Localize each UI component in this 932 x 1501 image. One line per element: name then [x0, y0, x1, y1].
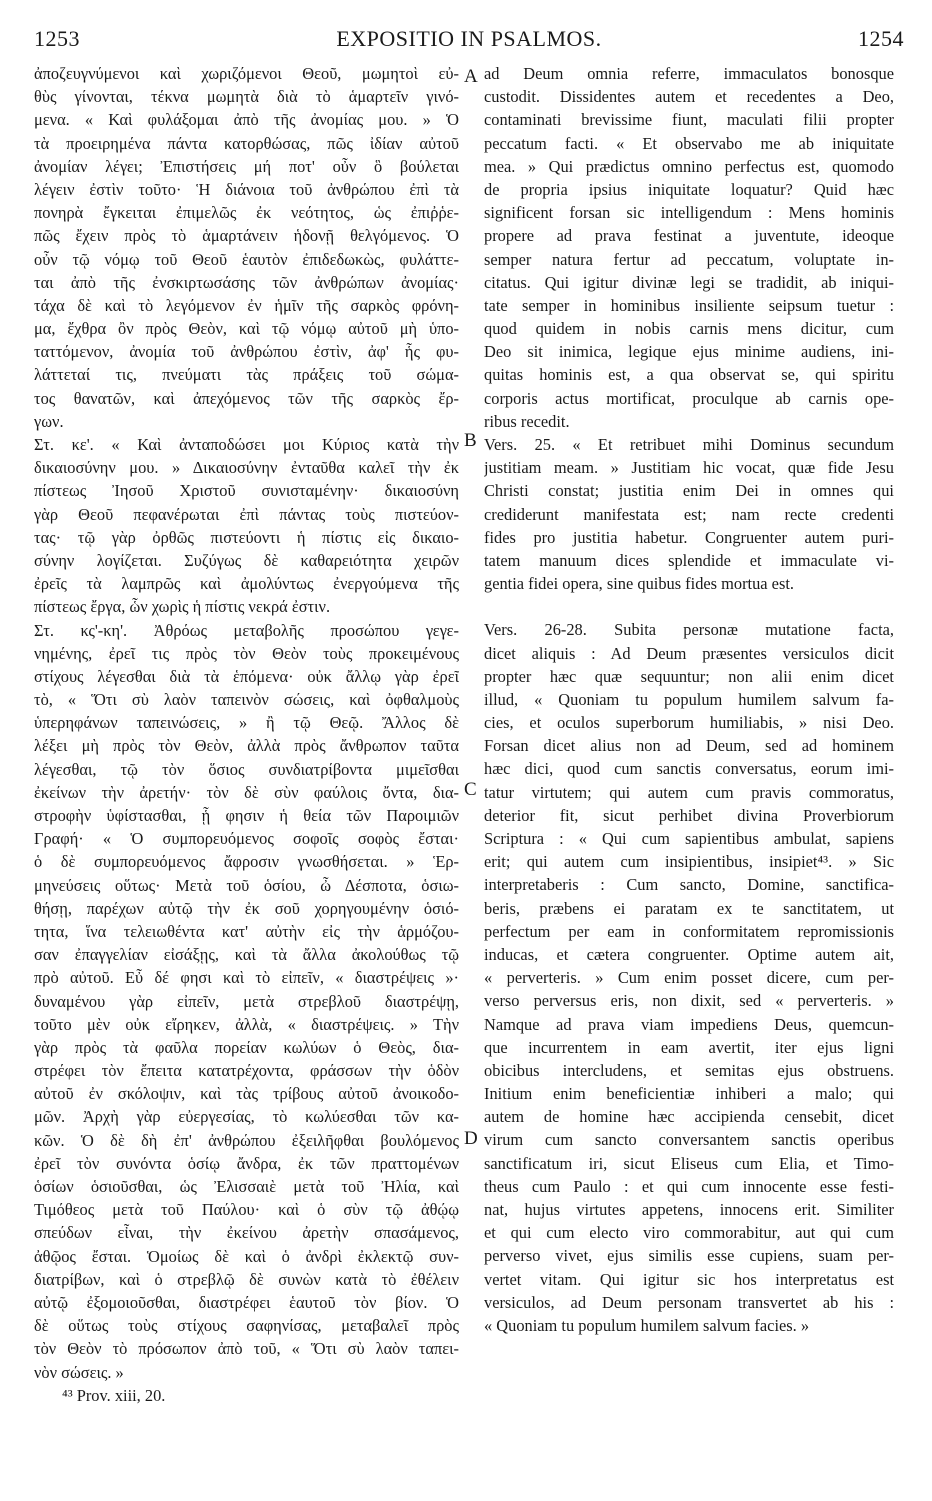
text-line: semper natura fertur ad peccatum, voluptate in-: [484, 249, 894, 269]
text-line: τάχα δὲ καὶ τὸ λεγόμενον ἐν ἡμῖν τῆς σαρκὸς φρόνη-: [34, 295, 459, 315]
text-line: Forsan dicet alius non ad Deum, sed ad hominem: [484, 736, 894, 756]
text-line: ἀνομίαν λέγει; Ἐπιστήσεις μή ποτ' οὖν ὃ βούλεται: [34, 156, 459, 176]
text-line: et qui cum electo viro commorabitur, aut qui cum: [484, 1223, 894, 1243]
text-line: « Quoniam tu populum humilem salvum facies. »: [484, 1315, 810, 1335]
text-line: cies, et oculos superborum humiliabis, » nisi Deo.: [484, 713, 894, 733]
text-line: πρὸ αὐτοῦ. Εὖ δέ φησι καὶ τὸ εἰπεῖν, « διαστρέψεις »·: [34, 968, 459, 988]
page-number-left: 1253: [34, 26, 80, 51]
text-line: « perverteris. » Cum enim posset dicere, cum per-: [484, 968, 894, 988]
text-line: tate semper in hominibus insiliente seipsum tuetur :: [484, 295, 894, 315]
text-line: inducas, et cætera congruenter. Optime autem ait,: [484, 944, 894, 964]
text-line: λέγεσθαι, τῷ τὸν ὅσιος συνδιατρίβοντα μιμεῖσθαι: [34, 759, 459, 779]
text-line: τὰ προειρημένα πάντα κατορθώσας, πῶς ἰδίαν αὐτοῦ: [34, 133, 459, 153]
text-line: σπεύδων εἶναι, τὴν ἐκείνου ἀρετὴν σπασάμενος,: [34, 1223, 459, 1243]
text-line: ad Deum omnia referre, immaculatos bonosque: [484, 64, 894, 83]
text-line: γων.: [34, 411, 64, 431]
text-line: τας· τῷ γὰρ ὀρθῶς πιστεύοντι ἡ πίστις εἰς δικαιο-: [34, 527, 459, 547]
text-line: quod quidem in nobis carnis mens dicitur, cum: [484, 319, 894, 339]
text-line: Namque ad prava viam impediens Deus, quemcun-: [484, 1014, 894, 1034]
text-line: σύνην λογίζεται. Συζύγως δὲ καθαρειότητα χειρῶν: [34, 550, 459, 570]
text-line: perfectum per eam in conformitatem repromissionis: [484, 921, 894, 941]
text-line: significent forsan sic intelligendum : Mens hominis: [484, 203, 894, 223]
running-title: EXPOSITIO IN PSALMOS.: [336, 26, 602, 51]
text-line: γὰρ Θεοῦ πεφανέρωται ἐπὶ πάντας τοὺς πιστεύον-: [34, 504, 459, 524]
text-line: κῶν. Ὁ δὲ δὴ ἐπ' ἀνθρώπου ἐξειλῆφθαι βουλόμενος: [34, 1130, 459, 1150]
text-line: Στ. κς'-κη'. Ἀθρόως μεταβολῆς προσώπου γεγε-: [34, 620, 459, 640]
text-line: νημένης, ἐρεῖ τις πρὸς τὸν Θεὸν τοὺς προκειμένους: [34, 643, 459, 663]
text-line: citatus. Qui igitur divinæ legi se tradidit, ab iniqui-: [484, 272, 894, 292]
text-line: γὰρ πρὸς τὰ φαῦλα πορείαν κωλύων ὁ Θεὸς, δια-: [34, 1037, 459, 1057]
text-line: πίστεως Ἰησοῦ Χριστοῦ συνισταμένην· δικαιοσύνη: [34, 481, 459, 501]
text-line: propere ad prava festinat a juventute, ideoque: [484, 226, 894, 246]
text-line: vertet vitam. Qui igitur sic hos interpretatus est: [484, 1269, 894, 1289]
text-line: gentia fidei opera, sine quibus fides mortua est.: [484, 574, 794, 594]
text-line: Scriptura : « Qui cum sapientibus ambulat, sapiens: [484, 829, 894, 848]
text-line: θὺς γίνονται, τέκνα μωμητὰ διὰ τὸ ἁμαρτεῖν γινό-: [34, 87, 459, 107]
text-line: Vers. 25. « Et retribuet mihi Dominus secundum: [484, 435, 894, 454]
text-line: obicibus intercludens, et semitas ejus obstruens.: [484, 1060, 894, 1080]
text-line: peccatum facti. « Et observabo me ab iniquitate: [484, 133, 894, 153]
text-line: ὁσίων ὁσιοῦσθαι, ὡς Ἐλισσαιὲ μετὰ τοῦ Ἠλία, καὶ: [34, 1177, 459, 1196]
text-line: mea. » Qui prædictus omnino perfectus est, quomodo: [484, 156, 894, 176]
text-line: αὐτοῦ ἐν σκόλοψιν, καὶ τὰς τρίβους αὐτοῦ ἀνοικοδο-: [34, 1084, 459, 1104]
text-line: virum cum sancto conversantem sanctis operibus: [484, 1130, 894, 1150]
text-line: πίστεως ἔργα, ὧν χωρὶς ἡ πίστις νεκρά ἐστιν.: [34, 597, 331, 617]
text-line: Στ. κε'. « Καὶ ἀνταποδώσει μοι Κύριος κατὰ τὴν: [34, 435, 459, 454]
page-number-right: 1254: [858, 26, 904, 51]
text-line: θήσῃ, παρέχων αὐτῷ τὴν ἐκ σοῦ χορηγουμένην ὁσιό-: [34, 898, 459, 918]
text-line: de propria ipsius iniquitate loquatur? Quid hæc: [484, 179, 894, 199]
text-line: ἐρεῖ τὸν συνόντα ὁσίῳ ἄνδρα, ἐκ τῶν πραττομένων: [34, 1153, 459, 1173]
text-line: στροφὴν ὑφίστασθαι, ᾗ φησιν ἡ θεία τῶν Παροιμιῶν: [34, 806, 459, 825]
text-line: verso perversus eris, non dixit, sed « perverteris. »: [484, 991, 894, 1011]
text-line: Vers. 26-28. Subita personæ mutatione facta,: [484, 620, 894, 640]
text-line: que incurrentem in eam avertit, iter ejus ligni: [484, 1037, 894, 1057]
latin-column: [484, 62, 894, 1337]
text-line: στρέφει τὸν ἔπειτα κατατρέχοντα, φράσσων τὴν ὁδὸν: [34, 1061, 459, 1081]
text-line: contaminati brevissime fiunt, maculati filii propter: [484, 110, 894, 130]
section-marker-b: B: [464, 430, 477, 451]
text-line: Initium enim beneficientiæ inhiberi a malo; qui: [484, 1084, 894, 1104]
text-line: hæc dici, quod cum sanctis conversatus, eorum imi-: [484, 759, 894, 779]
text-line: sanctificatum iri, sicut Eliseus cum Elia, et Timo-: [484, 1153, 894, 1173]
section-marker-a: A: [464, 66, 478, 87]
section-marker-c: C: [464, 779, 477, 800]
text-line: λέξει μὴ πρὸς τὸν Θεὸν, ἀλλὰ πρὸς ἄνθρωπον ταῦτα: [34, 736, 459, 756]
text-line: theus cum Paulo : et qui cum innocente esse festi-: [484, 1176, 894, 1196]
text-line: τὸν Θεὸν τὸ πρόσωπον ἀπὸ τοῦ, « Ὅτι σὺ λαὸν ταπει-: [34, 1339, 459, 1359]
text-line: tatur virtutem; qui autem cum pravis commoratus,: [484, 782, 894, 802]
text-line: autem de homine hæc accipienda censebit, dicet: [484, 1107, 894, 1127]
text-line: μα, ἔχθρα ὂν πρὸς Θεὸν, καὶ τῷ νόμῳ αὐτοῦ μὴ ὑπο-: [34, 319, 459, 339]
text-line: τοῦτο μὲν οὐκ εἴρηκεν, ἀλλὰ, « διαστρέψεις. » Τὴν: [34, 1014, 459, 1034]
text-line: λέγειν ἐστὶν τοῦτο· Ἡ διάνοια τοῦ ἀνθρώπου ἐπὶ τὰ: [34, 179, 459, 199]
text-line: μηνεύσεις οὕτως· Μετὰ τοῦ ὁσίου, ὦ Δέσποτα, ὁσιω-: [34, 875, 459, 895]
text-line: δὲ οὕτως τοὺς στίχους σαφηνίσας, μεταβαλεῖ πρὸς: [34, 1316, 459, 1336]
text-line: Deo sit inimica, legique ejus minime audiens, ini-: [484, 342, 894, 362]
text-line: στίχους λέγεσθαι διὰ τὰ ἑπόμενα· οὐκ ἄλλῳ γὰρ ἐρεῖ: [34, 666, 459, 686]
text-line: οὖν τῷ νόμῳ τοῦ Θεοῦ ἑαυτὸν ἐπιδεδωκὼς, φυλάττε-: [34, 249, 459, 269]
text-line: τος θανατῶν, καὶ ἀπεχόμενος τῶν τῆς σαρκὸς ἔρ-: [34, 388, 459, 408]
text-line: justitiam meam. » Justitiam hic vocat, quæ fide Jesu: [484, 458, 894, 478]
text-line: illud, « Quoniam tu populum humilem salvum fa-: [484, 689, 894, 709]
text-line: δυναμένου γὰρ εἰπεῖν, μετὰ στρεβλοῦ διαστρέψῃ,: [34, 991, 459, 1011]
text-line: nat, hujus virtutes appetens, innocens erit. Similiter: [484, 1200, 894, 1219]
text-line: custodit. Dissidentes autem et recedentes a Deo,: [484, 87, 894, 107]
text-line: διατρίβων, καὶ ὁ στρεβλῷ δὲ συνὼν κατὰ τὸ ἐθέλειν: [34, 1269, 459, 1289]
footnote: ⁴³ Prov. xiii, 20.: [62, 1385, 166, 1405]
greek-column: [34, 62, 459, 1407]
text-line: δικαιοσύνην μου. » Δικαιοσύνην ἐνταῦθα καλεῖ τὴν ἐκ: [34, 458, 459, 478]
text-line: αὐτῷ ἐξομοιοῦσθαι, διαστρέφει ἑαυτοῦ τὸν βίον. Ὁ: [34, 1292, 459, 1312]
text-line: ἐκείνων τὴν ἀρετήν· τὸν δὲ σὺν φαύλοις ὄντα, δια-: [34, 782, 459, 802]
text-line: beris, præbens ei paratam ex te sanctitatem, ut: [484, 898, 894, 918]
text-line: interpretaberis : Cum sancto, Domine, sanctifica-: [484, 875, 894, 895]
text-line: propter hæc quæ sequuntur; non alii enim dicet: [484, 666, 894, 686]
text-line: crediderunt manifestata est; nam recte credenti: [484, 504, 894, 524]
text-line: corporis actus mortificat, proculque ab carnis ope-: [484, 388, 894, 408]
text-line: ἀποζευγνύμενοι καὶ χωριζόμενοι Θεοῦ, μωμητοὶ εὐ-: [34, 64, 459, 83]
text-line: σαν ἐπαγγελίαν εἰσάξῃς, καὶ τὰ ἄλλα ἀκολούθως τῷ: [34, 945, 459, 965]
text-line: perverso vivet, ejus similis esse cupiens, suam per-: [484, 1246, 894, 1266]
text-line: τὸ, « Ὅτι σὺ λαὸν ταπεινὸν σώσεις, καὶ ὀφθαλμοὺς: [34, 690, 459, 710]
text-line: ἐρεῖς τὰ λαμπρῶς καὶ ἀμολύντως ἐνεργούμενα τῆς: [34, 574, 459, 594]
text-line: Γραφή· « Ὁ συμπορευόμενος σοφοῖς σοφὸς ἔσται·: [34, 829, 459, 849]
text-line: Τιμόθεος μετὰ τοῦ Παύλου· καὶ ὁ σὺν τῷ ἀθῴῳ: [34, 1200, 459, 1220]
text-line: deterior fit, sicut perhibet divina Proverbiorum: [484, 805, 894, 825]
text-line: Christi constat; justitia enim Dei in omnes qui: [484, 481, 894, 501]
text-line: ὁ δὲ συμπορευόμενος ἄφροσιν γνωσθήσεται. » Ἑρ-: [34, 852, 459, 872]
text-line: λάττεταί τις, πνεύματι τὰς πράξεις τοῦ σώμα-: [34, 365, 459, 385]
text-line: ται ἀπὸ τῆς ἐνσκιρτωσάσης τῶν ἀνθρώπων ἀνομίας·: [34, 272, 459, 292]
text-line: fides pro justitia habetur. Congruenter autem puri-: [484, 527, 894, 547]
text-line: tatem manuum dices splendide et immaculate vi-: [484, 550, 894, 570]
text-line: ὑπερηφάνων ταπεινώσεις, » ἢ τῷ Θεῷ. Ἄλλος δὲ: [34, 713, 459, 733]
text-line: τητα, ἵνα τελειωθέντα κατ' αὐτὴν εἰς τὴν ἁρμόζου-: [34, 921, 459, 941]
text-line: ἀθῷος ἔσται. Ὁμοίως δὲ καὶ ὁ ἀνδρὶ ἐκλεκτῷ συν-: [34, 1246, 459, 1266]
text-line: νὸν σώσεις. »: [34, 1362, 124, 1382]
text-line: versiculos, ad Deum personam transvertet ab his :: [484, 1292, 894, 1312]
text-line: [484, 595, 894, 618]
text-line: πῶς ἔχειν πρὸς τὸ ἁμαρτάνειν ἡδονῇ θελγόμενος. Ὁ: [34, 226, 459, 246]
text-line: ταττόμενον, ἀνομία τοῦ ἀνθρώπου ἐστὶν, ἀφ' ἧς φυ-: [34, 342, 459, 362]
text-line: πονηρὰ ἔγκειται ἐπιμελῶς ἐκ νεότητος, ὡς ἐπιῤῥε-: [34, 203, 459, 223]
page-header: [34, 26, 904, 54]
text-line: μενα. « Καὶ φυλάξομαι ἀπὸ τῆς ἀνομίας μου. » Ὁ: [34, 110, 459, 130]
text-line: dicet aliquis : Ad Deum præsentes versiculos dicit: [484, 643, 894, 663]
text-line: quitas hominis est, a qua observat se, qui spiritu: [484, 365, 894, 385]
text-line: erit; qui autem cum insipientibus, insipiet⁴³. » Sic: [484, 852, 894, 872]
section-marker-d: D: [464, 1128, 478, 1149]
text-line: ribus recedit.: [484, 411, 570, 431]
text-line: μῶν. Ἀρχὴ γὰρ εὐεργεσίας, τὸ κωλύεσθαι τῶν κα-: [34, 1107, 459, 1127]
